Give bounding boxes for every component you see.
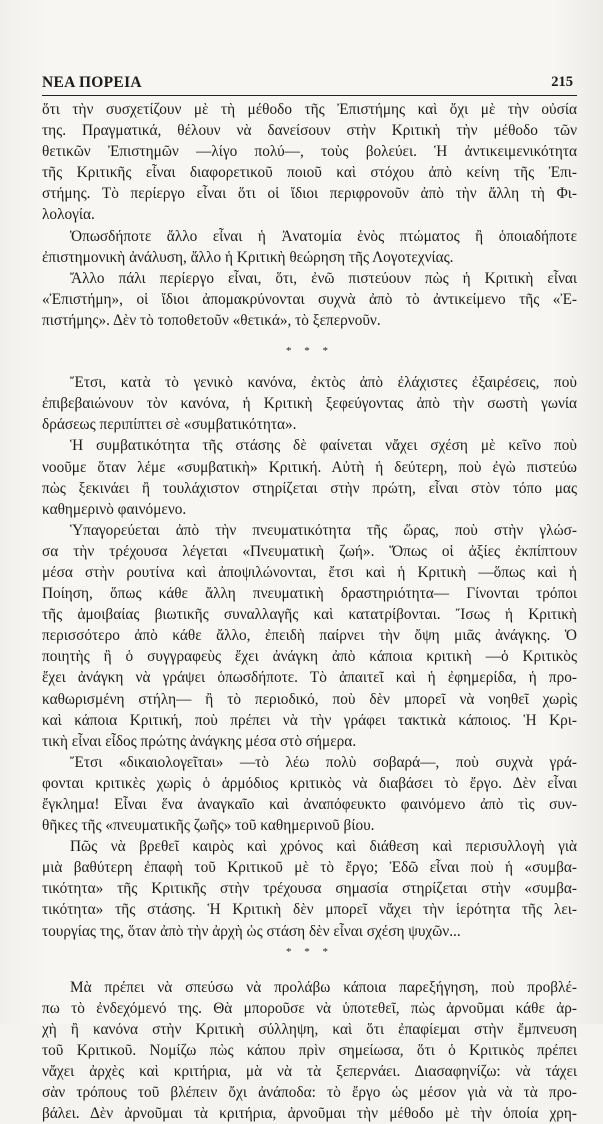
text-line: ἐπιβεβαιώνουν τὸν κανόνα, ἡ Κριτικὴ ξεφεύγοντας ἀπὸ τὴν σωστὴ γωνία (42, 395, 577, 413)
text-line: λολογία. (42, 206, 95, 224)
text-line: πιστήμης». Δὲν τὸ τοποθετοῦν «θετικά», τὸ ξεπερνοῦν. (42, 311, 381, 329)
page-number: 215 (551, 74, 573, 90)
section-separator: * * * (286, 945, 333, 958)
text-line: ποιητὴς ἢ ὁ συγγραφεὺς ἔχει ἀνάγκη ἀπὸ κάποια κριτικὴ —ὁ Κριτικὸς (42, 648, 577, 666)
text-line: Μὰ πρέπει νὰ σπεύσω νὰ προλάβω κάποια παρεξήγηση, ποὺ προβλέ- (70, 978, 577, 996)
text-line: καθωρισμένη στήλη— ἢ τὸ περιοδικό, ποὺ δὲν μπορεῖ νὰ νοηθεῖ χωρὶς (42, 690, 577, 708)
text-line: ἔχει ἀνάγκη νὰ γράψει ὁπωσδήποτε. Τὸ ἀπαιτεῖ καὶ ἡ ἐφημερίδα, ἡ προ- (42, 669, 577, 687)
text-line: τῆς ἀμοιβαίας βιωτικῆς συναλλαγῆς καὶ κατατρίβονται. Ἴσως ἡ Κριτικὴ (42, 606, 577, 624)
text-line: Ἡ συμβατικότητα τῆς στάσης δὲ φαίνεται νἄχει σχέση μὲ κεῖνο ποὺ (70, 437, 577, 455)
text-line: δράσεως περιπίπτει σὲ «συμβατικότητα». (42, 416, 297, 434)
text-line: τικὴ εἶναι εἶδος πρώτης ἀνάγκης μέσα στὸ σήμερα. (42, 732, 357, 750)
text-line: φονται κριτικὲς χωρὶς ὁ ἁρμόδιος κριτικὸς νὰ διαβάσει τὸ ἔργο. Δὲν εἶναι (42, 774, 577, 792)
text-line: της. Πραγματικά, θέλουν νὰ δανείσουν στὴν Κριτικὴ τὴν μέθοδο τῶν (42, 122, 577, 140)
text-line: πω τὸ ἐνδεχόμενό της. Θὰ μποροῦσε νὰ ὑποτεθεῖ, πὼς ἀρνοῦμαι κάθε ἀρ- (42, 999, 577, 1017)
text-line: θῆκες τῆς «πνευματικῆς ζωῆς» τοῦ καθημερινοῦ βίου. (42, 817, 375, 835)
text-line: τουργίας της, ὅταν ἀπὸ τὴν ἀρχὴ ὡς στάση δὲν εἶναι σχέση ψυχῶν... (42, 922, 461, 940)
header-rule (42, 95, 577, 96)
text-line: περισσότερο ἀπὸ κάθε ἄλλο, ἐπειδὴ παίρνει τὴν ὄψη μιᾶς ἀνάγκης. Ὁ (42, 627, 577, 645)
spacer (42, 963, 577, 977)
spacer (42, 331, 577, 341)
text-line: καθημερινὸ φαινόμενο. (42, 500, 187, 518)
section-separator: * * * (286, 345, 333, 358)
article-body (42, 99, 577, 1124)
text-line: νοοῦμε ὅταν λέμε «συμβατικὴ» Κριτική. Αὐτὴ ἡ δεύτερη, ποὺ ἐγὼ πιστεύω (42, 458, 577, 476)
text-line: καὶ κάποια Κριτική, ποὺ πρέπει νὰ τὴν γράφει τακτικὰ κάποιος. Ἡ Κρι- (42, 711, 577, 729)
text-line: μιὰ βαθύτερη ἐπαφὴ τοῦ Κριτικοῦ μὲ τὸ ἔργο; Ἐδῶ εἶναι ποὺ ἡ «συμβα- (42, 859, 577, 877)
spacer (42, 362, 577, 372)
text-line: χὴ ἢ κανόνα στὴν Κριτικὴ σύλληψη, καὶ ὅτι ἐπαφίεμαι στὴν ἔμπνευση (42, 1020, 577, 1038)
text-line: θετικῶν Ἐπιστημῶν —λίγο πολύ—, τοὺς βολεύει. Ἡ ἀντικειμενικότητα (42, 143, 577, 161)
text-line: ὅτι τὴν συσχετίζουν μὲ τὴ μέθοδο τῆς Ἐπιστήμης καὶ ὄχι μὲ τὴν οὐσία (42, 101, 577, 118)
text-line: σα τὴν τρέχουσα λέγεται «Πνευματικὴ ζωή». Ὅπως οἱ ἀξίες ἐκπίπτουν (42, 542, 577, 560)
text-line: ἐπιστημονικὴ ἀνάλυση, ἄλλο ἡ Κριτικὴ θεώρηση τῆς Λογοτεχνίας. (42, 248, 454, 266)
journal-title: ΝΕΑ ΠΟΡΕΙΑ (42, 74, 142, 91)
text-line: νἄχει ἀρχὲς καὶ κριτήρια, μὰ νὰ τὰ ξεπερνάει. Διασαφηνίζω: νὰ τάχει (42, 1063, 577, 1081)
text-line: μέσα στὴν ρουτίνα καὶ ἀποψιλώνονται, ἔτσι καὶ ἡ Κριτικὴ —ὅπως καὶ ἡ (42, 563, 577, 581)
text-line: τῆς Κριτικῆς εἶναι διαφορετικοῦ ποιοῦ καὶ στόχου ἀπὸ κείνη τῆς Ἐπι- (42, 164, 577, 182)
text-line: ἔγκλημα! Εἶναι ἕνα ἀναγκαῖο καὶ ἀναπόφευκτο φαινόμενο ἀπὸ τὶς συν- (42, 796, 577, 813)
text-line: «Ἐπιστήμη», οἱ ἴδιοι ἀπομακρύνονται συχνὰ ἀπὸ τὸ ἀντικείμενο τῆς «Ἐ- (42, 290, 577, 308)
text-line: σὰν τρόπους τοῦ βλέπειν ὄχι ἀνάποδα: τὸ ἔργο ὡς μέσον γιὰ νὰ τὰ προ- (42, 1084, 577, 1102)
text-line: στήμης. Τὸ περίεργο εἶναι ὅτι οἱ ἴδιοι περιφρονοῦν ἀπὸ τὴν ἄλλη τὴ Φι- (42, 185, 577, 203)
text-line: πὼς ξεκινάει ἢ τουλάχιστον στηρίζεται στὴν πρώτη, εἶναι στὸν τόπο μας (42, 479, 577, 497)
text-line: Ὁπωσδήποτε ἄλλο εἶναι ἡ Ἀνατομία ἑνὸς πτώματος ἢ ὁποιαδήποτε (70, 227, 577, 245)
text-line: Ἔτσι, κατὰ τὸ γενικὸ κανόνα, ἐκτὸς ἀπὸ ἐλάχιστες ἐξαιρέσεις, ποὺ (70, 374, 577, 392)
text-line: τικότητα» τῆς Κριτικῆς στὴν τρέχουσα σημασία στηρίζεται στὴν «συμβα- (42, 880, 577, 898)
text-line: Πῶς νὰ βρεθεῖ καιρὸς καὶ χρόνος καὶ διάθεση καὶ περισυλλογὴ γιὰ (70, 838, 577, 856)
running-header (42, 74, 577, 94)
text-line: βάλει. Δὲν ἀρνοῦμαι τὰ κριτήρια, ἀρνοῦμαι τὴν μέθοδο μὲ τὴν ὁποία χρη- (42, 1105, 577, 1123)
text-line: Ὑπαγορεύεται ἀπὸ τὴν πνευματικότητα τῆς ὥρας, ποὺ στὴν γλώσ- (70, 521, 577, 539)
text-line: Ἔτσι «δικαιολογεῖται» —τὸ λέω πολὺ σοβαρά—, ποὺ συχνὰ γρά- (70, 753, 577, 771)
text-line: Ἄλλο πάλι περίεργο εἶναι, ὅτι, ἐνῶ πιστεύουν πὼς ἡ Κριτικὴ εἶναι (70, 269, 577, 287)
text-line: τοῦ Κριτικοῦ. Νομίζω πὼς κάπου πρὶν σημείωσα, ὅτι ὁ Κριτικὸς πρέπει (42, 1042, 577, 1060)
text-line: τικότητα» τῆς στάσης. Ἡ Κριτικὴ δὲν μπορεῖ νἄχει τὴν ἱερότητα τῆς λει- (42, 901, 577, 919)
text-line: Ποίηση, ὅπως κάθε ἄλλη πνευματικὴ δραστηριότητα— Γίνονται τρόποι (42, 585, 577, 603)
